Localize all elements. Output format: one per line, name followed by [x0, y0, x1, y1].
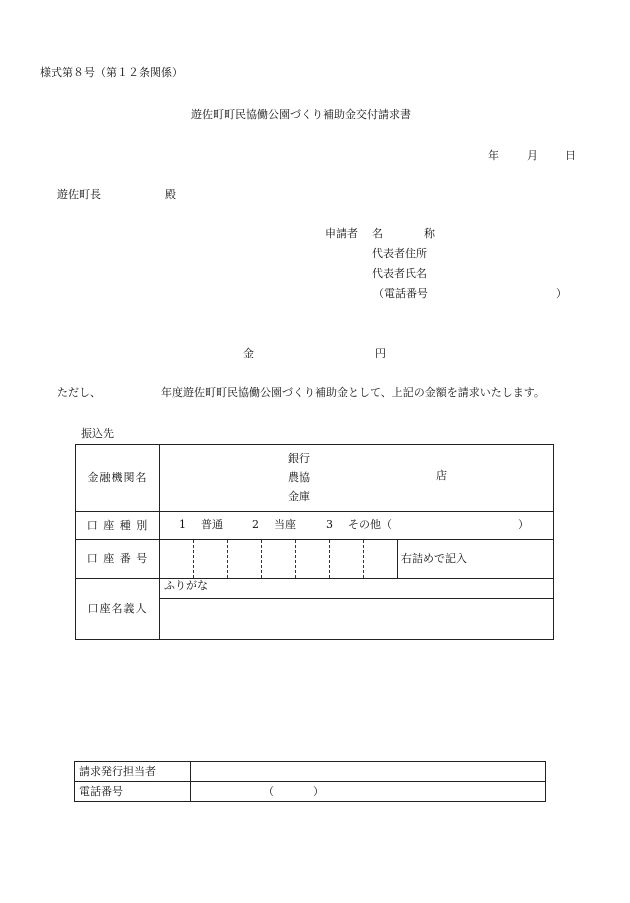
document-title: 遊佐町町民協働公園づくり補助金交付請求書 — [191, 108, 411, 121]
contact-phone-open: （ — [263, 785, 274, 798]
account-digit-2[interactable] — [194, 540, 228, 579]
bank-type-list — [288, 449, 310, 506]
account-digit-3[interactable] — [228, 540, 262, 579]
bank-name-label: 金融機関名 — [76, 445, 160, 512]
account-number-label: 口 座 番 号 — [76, 540, 160, 579]
account-type-label: 口 座 種 別 — [76, 512, 160, 540]
furigana-label: ふりがな — [164, 579, 208, 592]
statement-prefix: ただし、 — [57, 386, 101, 399]
applicant-phone-label: （電話番号 — [373, 287, 428, 300]
account-type-num-1: 1 — [179, 518, 186, 531]
furigana-cell[interactable] — [160, 579, 554, 599]
applicant-name-label-b: 称 — [424, 227, 435, 240]
account-type-cell[interactable] — [160, 512, 554, 540]
furigana-row — [76, 579, 554, 599]
applicant-name-label-a: 名 — [372, 227, 383, 240]
account-type-savings[interactable]: 普通 — [201, 518, 223, 531]
branch-label: 店 — [436, 469, 447, 482]
applicant-phone-close: ） — [556, 287, 567, 300]
account-holder-label: 口座名義人 — [76, 579, 160, 640]
contact-phone-close: ） — [313, 785, 324, 798]
contact-person-cell[interactable] — [191, 762, 546, 782]
date-day: 日 — [565, 149, 576, 162]
date-month: 月 — [527, 149, 538, 162]
contact-phone-row — [75, 782, 546, 802]
bank-type-kinko: 金庫 — [288, 490, 310, 503]
bank-row — [76, 445, 554, 512]
right-align-note: 右詰めで記入 — [398, 540, 554, 579]
amount-yen: 円 — [375, 347, 386, 360]
account-type-num-3: 3 — [326, 518, 333, 531]
contact-person-label: 請求発行担当者 — [75, 762, 191, 782]
date-year: 年 — [488, 149, 499, 162]
statement-text: 年度遊佐町町民協働公園づくり補助金として、上記の金額を請求いたします。 — [161, 386, 545, 399]
account-digit-4[interactable] — [262, 540, 296, 579]
rep-name-label: 代表者氏名 — [372, 267, 427, 280]
contact-table — [74, 761, 546, 802]
applicant-label: 申請者 — [325, 227, 358, 240]
account-type-other[interactable]: その他（ — [348, 518, 392, 531]
contact-phone-cell[interactable] — [191, 782, 546, 802]
account-type-row — [76, 512, 554, 540]
transfer-table — [75, 444, 554, 640]
transfer-heading: 振込先 — [81, 427, 114, 440]
account-number-row — [76, 540, 554, 579]
account-type-other-close: ） — [518, 518, 529, 531]
addressee-honorific: 殿 — [165, 188, 176, 201]
bank-name-cell[interactable] — [160, 445, 554, 512]
account-holder-cell[interactable] — [160, 599, 554, 640]
bank-type-bank: 銀行 — [288, 452, 310, 465]
bank-type-ja: 農協 — [288, 471, 310, 484]
contact-phone-label: 電話番号 — [75, 782, 191, 802]
account-digit-5[interactable] — [296, 540, 330, 579]
account-digit-6[interactable] — [330, 540, 364, 579]
account-type-checking[interactable]: 当座 — [274, 518, 296, 531]
contact-person-row — [75, 762, 546, 782]
account-digit-7[interactable] — [364, 540, 398, 579]
amount-kin: 金 — [243, 347, 254, 360]
form-number: 様式第８号（第１２条関係） — [40, 66, 183, 79]
account-type-num-2: 2 — [252, 518, 259, 531]
addressee-name: 遊佐町長 — [57, 188, 101, 201]
account-digit-1[interactable] — [160, 540, 194, 579]
rep-address-label: 代表者住所 — [372, 247, 427, 260]
